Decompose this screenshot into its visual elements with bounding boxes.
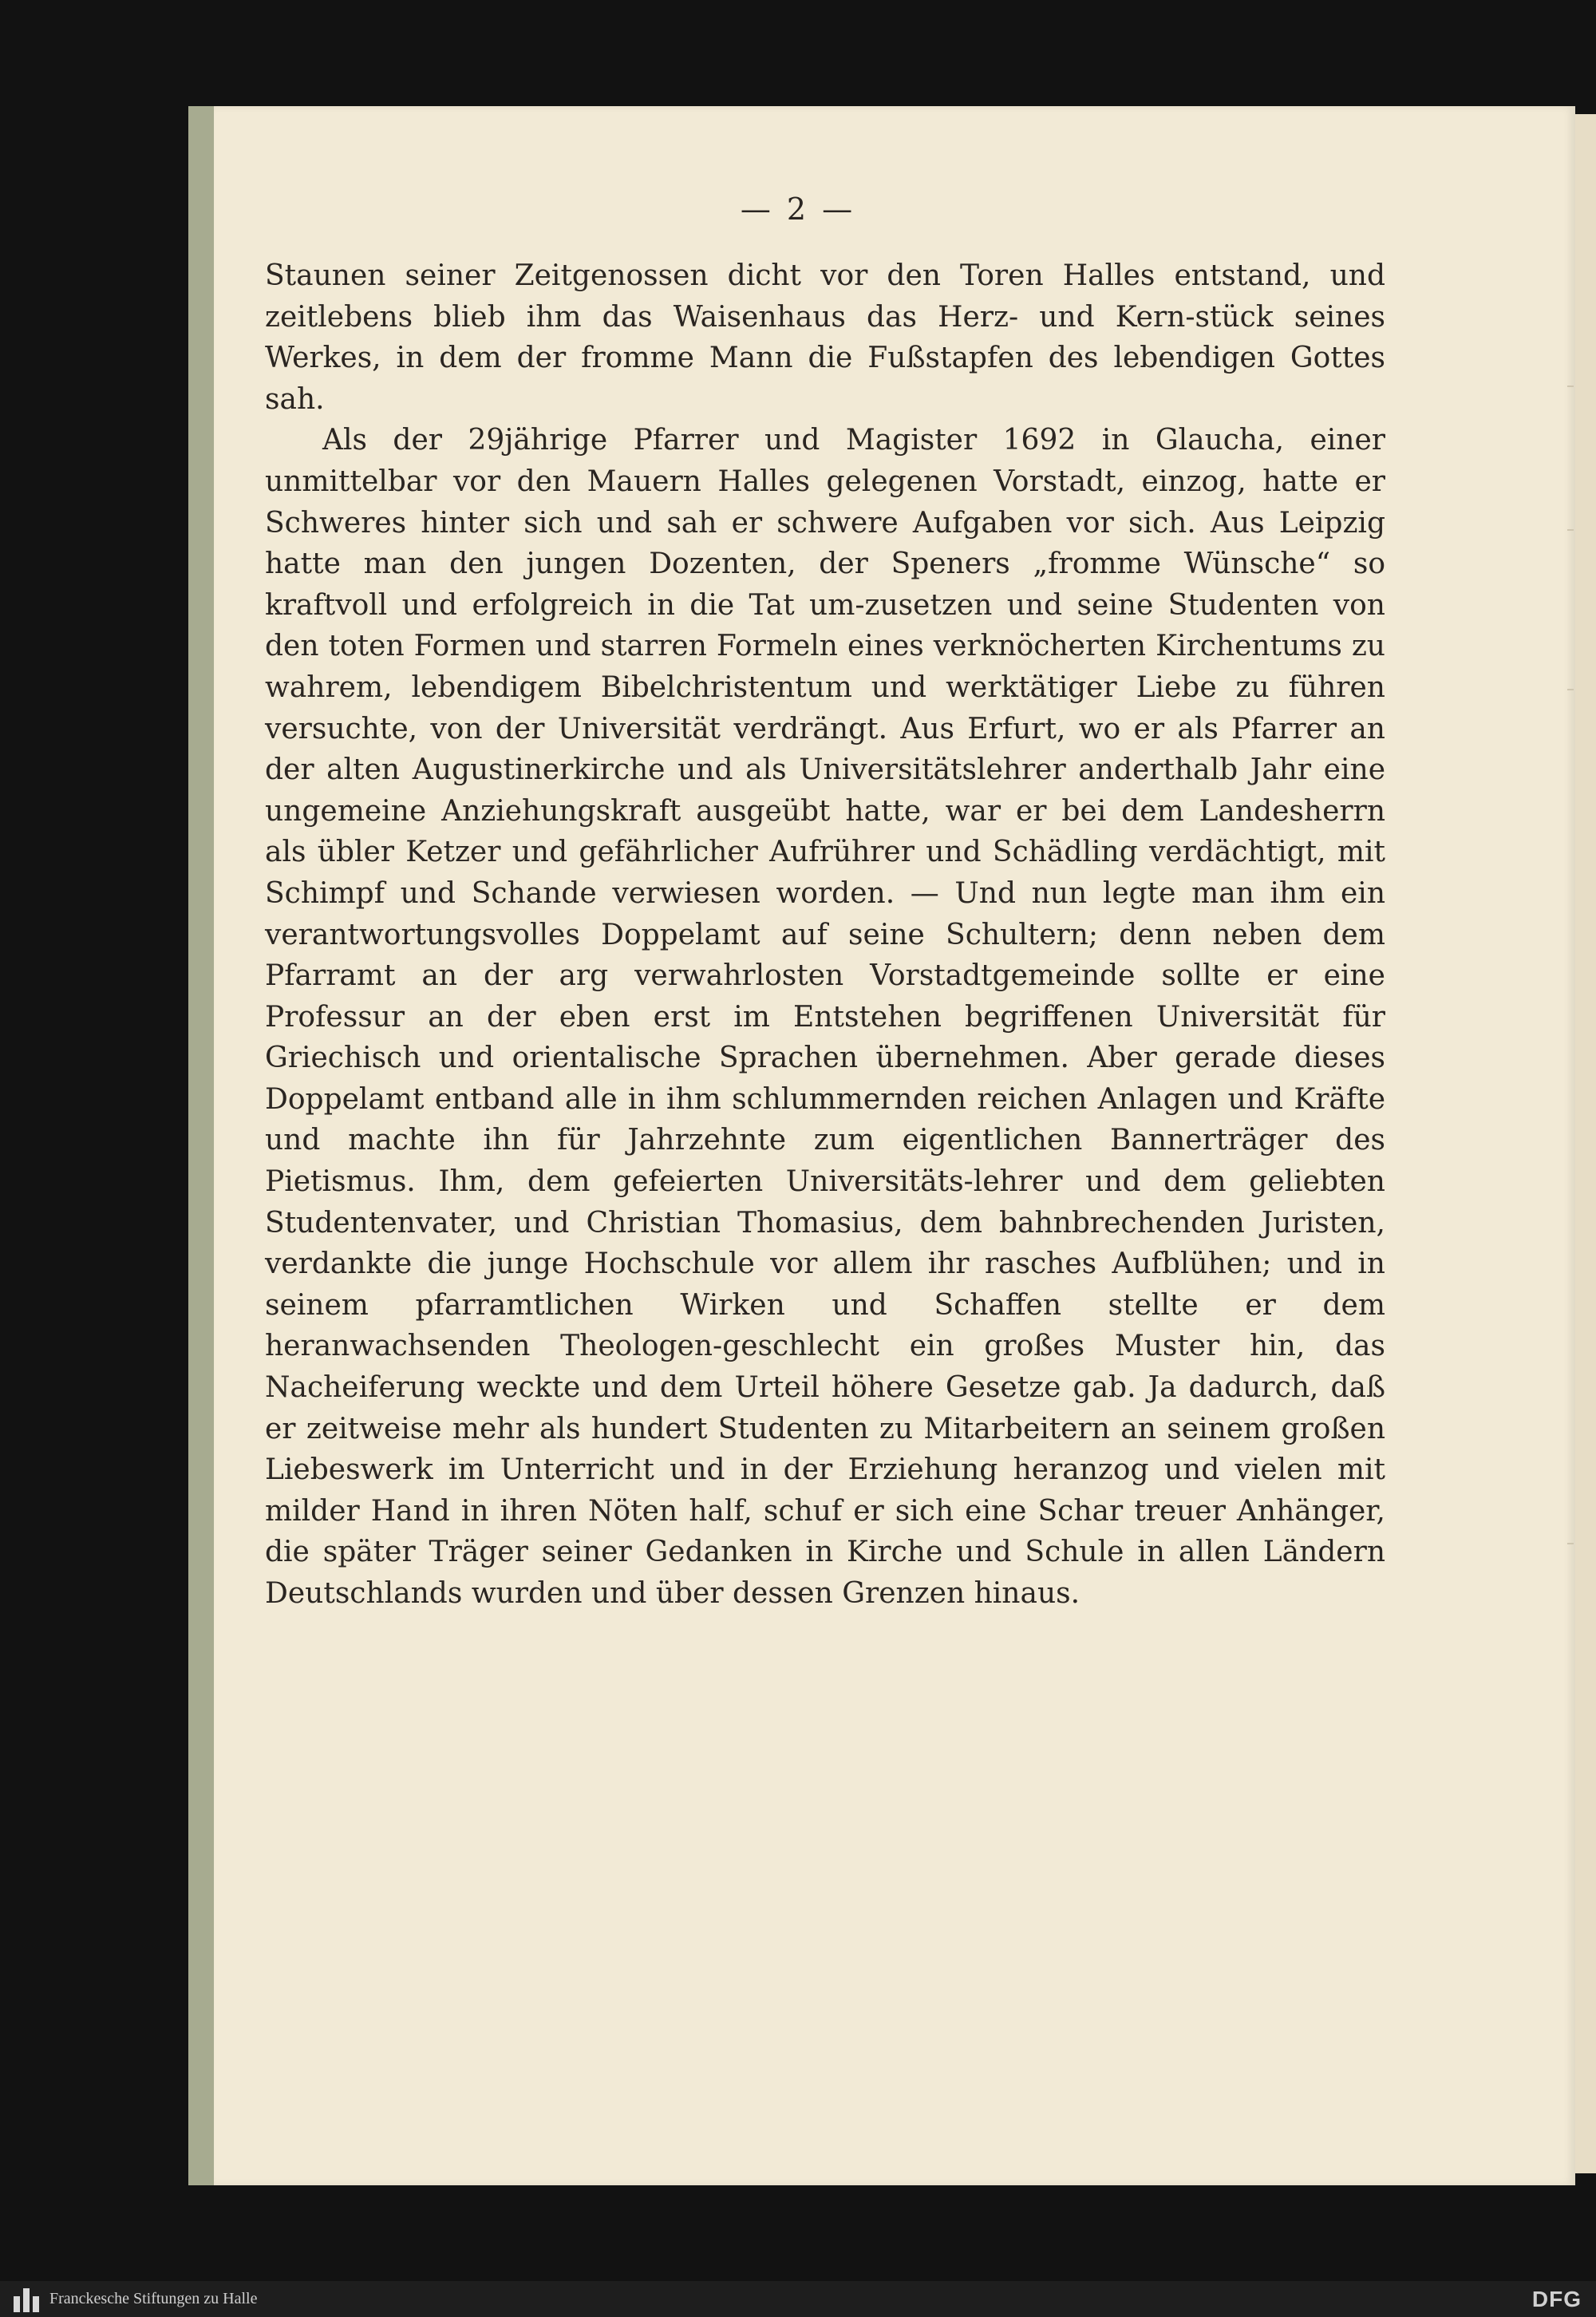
binding-stitch bbox=[1567, 1543, 1574, 1544]
page-number: — 2 — bbox=[740, 192, 856, 227]
binding-stitch bbox=[1567, 529, 1574, 531]
book-spine bbox=[188, 106, 215, 2185]
viewer-footer bbox=[0, 2281, 1596, 2317]
body-text bbox=[265, 255, 1385, 1615]
francke-foundation-logo-icon bbox=[11, 2285, 41, 2312]
dfg-logo: DFG bbox=[1531, 2287, 1582, 2311]
paragraph: Als der 29jährige Pfarrer und Magister 1692 in Glaucha, einer unmittelbar vor den Mauern Halles gelegenen Vorstadt, einzog, hatte er Schweres hinter sich und sah er schwere Aufgaben vor sich. Aus Leipzig hatte man den jungen Dozenten, der Speners „fromme Wünsche“ so kraftvoll und erfolgreich in die Tat um-zusetzen und seine Studenten von den toten Formen und starren Formeln eines verknöcherten Kirchentums zu wahrem, lebendigem Bibelchristentum und werktätiger Liebe zu führen versuchte, von der Universität verdrängt. Aus Erfurt, wo er als Pfarrer an der alten Augustinerkirche und als Universitätslehrer anderthalb Jahr eine ungemeine Anziehungskraft ausgeübt hatte, war er bei dem Landesherrn als übler Ketzer und gefährlicher Aufrührer und Schädling verdächtigt, mit Schimpf und Schande verwiesen worden. — Und nun legte man ihm ein verantwortungsvolles Doppelamt auf seine Schultern; denn neben dem Pfarramt an der arg verwahrlosten Vorstadtgemeinde sollte er eine Professur an der eben erst im Entstehen begriffenen Universität für Griechisch und orientalische Sprachen übernehmen. Aber gerade dieses Doppelamt entband alle in ihm schlummernden reichen Anlagen und Kräfte und machte ihn für Jahrzehnte zum eigentlichen Bannerträger des Pietismus. Ihm, dem gefeierten Universitäts-lehrer und dem geliebten Studentenvater, und Christian Thomasius, dem bahnbrechenden Juristen, verdankte die junge Hochschule vor allem ihr rasches Aufblühen; und in seinem pfarramtlichen Wirken und Schaffen stellte er dem heranwachsenden Theologen-geschlecht ein großes Muster hin, das Nacheiferung weckte und dem Urteil höhere Gesetze gab. Ja dadurch, daß er zeitweise mehr als hundert Studenten zu Mitarbeitern an seinem großen Liebeswerk im Unterricht und in der Erziehung heranzog und vielen mit milder Hand in ihren Nöten half, schuf er sich eine Schar treuer Anhänger, die später Träger seiner Gedanken in Kirche und Schule in allen Ländern Deutschlands wurden und über dessen Grenzen hinaus. bbox=[265, 424, 1385, 1610]
footer-institution-name: Franckesche Stiftungen zu Halle bbox=[49, 2290, 258, 2307]
binding-stitch bbox=[1567, 386, 1574, 387]
paragraph: Staunen seiner Zeitgenossen dicht vor den Toren Halles entstand, und zeitlebens blieb ihm das Waisenhaus das Herz- und Kern-stück seines Werkes, in dem der fromme Mann die Fußstapfen des lebendigen Gottes sah. bbox=[265, 259, 1385, 416]
binding-stitch bbox=[1567, 689, 1574, 690]
